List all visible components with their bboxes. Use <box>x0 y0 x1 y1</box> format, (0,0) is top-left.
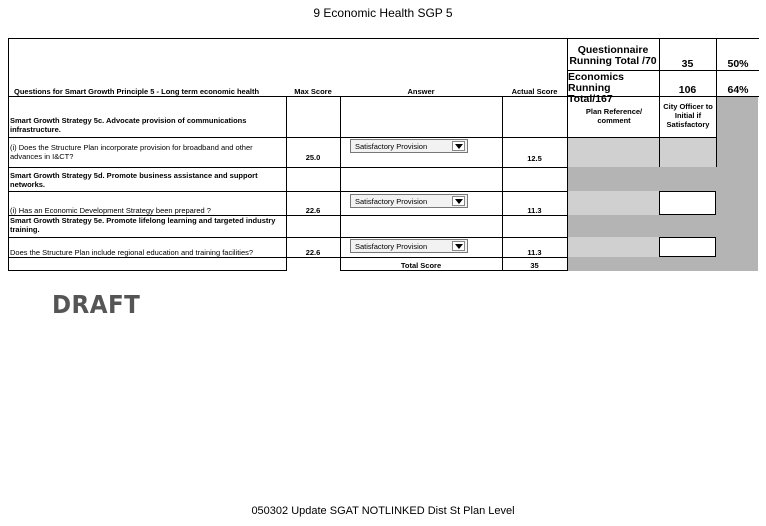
max-score: 25.0 <box>305 153 321 162</box>
header-answer: Answer <box>407 87 435 96</box>
actual-score: 12.5 <box>527 154 542 163</box>
actual-score: 11.3 <box>527 206 542 215</box>
chevron-down-icon[interactable] <box>452 241 465 251</box>
economics-total-score: 106 <box>678 84 697 96</box>
strategy-5d: Smart Growth Strategy 5d. Promote business assistance and support networks. <box>10 171 258 189</box>
economics-total-label: Economics Running Total/167 <box>568 71 625 105</box>
questionnaire-total-label: Questionnaire Running Total /70 <box>569 44 657 67</box>
questionnaire-total-score: 35 <box>681 58 694 70</box>
page-title: 9 Economic Health SGP 5 <box>313 6 453 20</box>
chevron-down-icon[interactable] <box>452 196 465 206</box>
total-score-label: Total Score <box>400 261 442 270</box>
question-text: (i) Has an Economic Development Strategy been prepared ? <box>10 206 211 215</box>
table-border <box>716 96 717 167</box>
header-max-score: Max Score <box>294 87 332 96</box>
shade-q2 <box>567 191 659 215</box>
answer-value: Satisfactory Provision <box>355 142 428 151</box>
table-border <box>8 270 286 271</box>
table-border <box>8 191 567 192</box>
header-actual-score: Actual Score <box>511 87 558 96</box>
officer-initial-box[interactable] <box>659 237 716 257</box>
strategy-5c: Smart Growth Strategy 5c. Advocate provision of communications infrastructure. <box>10 116 247 134</box>
max-score: 22.6 <box>305 206 321 215</box>
shade-q1 <box>567 137 716 167</box>
header-questions: Questions for Smart Growth Principle 5 - Long term economic health <box>14 87 260 96</box>
table-border <box>8 38 759 39</box>
table-border <box>502 96 503 271</box>
actual-score: 11.3 <box>527 248 542 257</box>
table-border <box>8 237 567 238</box>
strategy-5e: Smart Growth Strategy 5e. Promote lifelong learning and targeted industry training. <box>10 216 276 234</box>
answer-value: Satisfactory Provision <box>355 242 428 251</box>
table-border <box>716 38 717 99</box>
header-plan-reference: Plan Reference/ comment <box>585 107 643 125</box>
questionnaire-total-pct: 50% <box>727 58 749 70</box>
shade-q3 <box>567 237 659 257</box>
officer-initial-box[interactable] <box>659 191 716 215</box>
table-border <box>8 137 716 138</box>
question-text: (i) Does the Structure Plan incorporate provision for broadband and other advances in I&CT? <box>10 143 253 161</box>
footer: 050302 Update SGAT NOTLINKED Dist St Plan Level <box>251 505 515 517</box>
draft-watermark: DRAFT <box>52 290 141 319</box>
answer-value: Satisfactory Provision <box>355 197 428 206</box>
shade-bottom <box>567 257 758 271</box>
total-score-value: 35 <box>530 261 539 270</box>
answer-select[interactable] <box>350 139 468 153</box>
question-text: Does the Structure Plan include regional education and training facilities? <box>10 248 254 257</box>
table-border <box>8 257 567 258</box>
table-border <box>340 270 567 271</box>
table-border <box>340 96 341 271</box>
shade-5d-row <box>567 167 758 191</box>
header-city-officer: City Officer to Initial if Satisfactory <box>663 102 713 129</box>
shade-5e-row <box>567 215 758 237</box>
table-border <box>8 167 567 168</box>
answer-select[interactable] <box>350 239 468 253</box>
max-score: 22.6 <box>305 248 321 257</box>
chevron-down-icon[interactable] <box>452 141 465 151</box>
economics-total-pct: 64% <box>727 84 749 96</box>
answer-select[interactable] <box>350 194 468 208</box>
table-border <box>286 96 287 271</box>
